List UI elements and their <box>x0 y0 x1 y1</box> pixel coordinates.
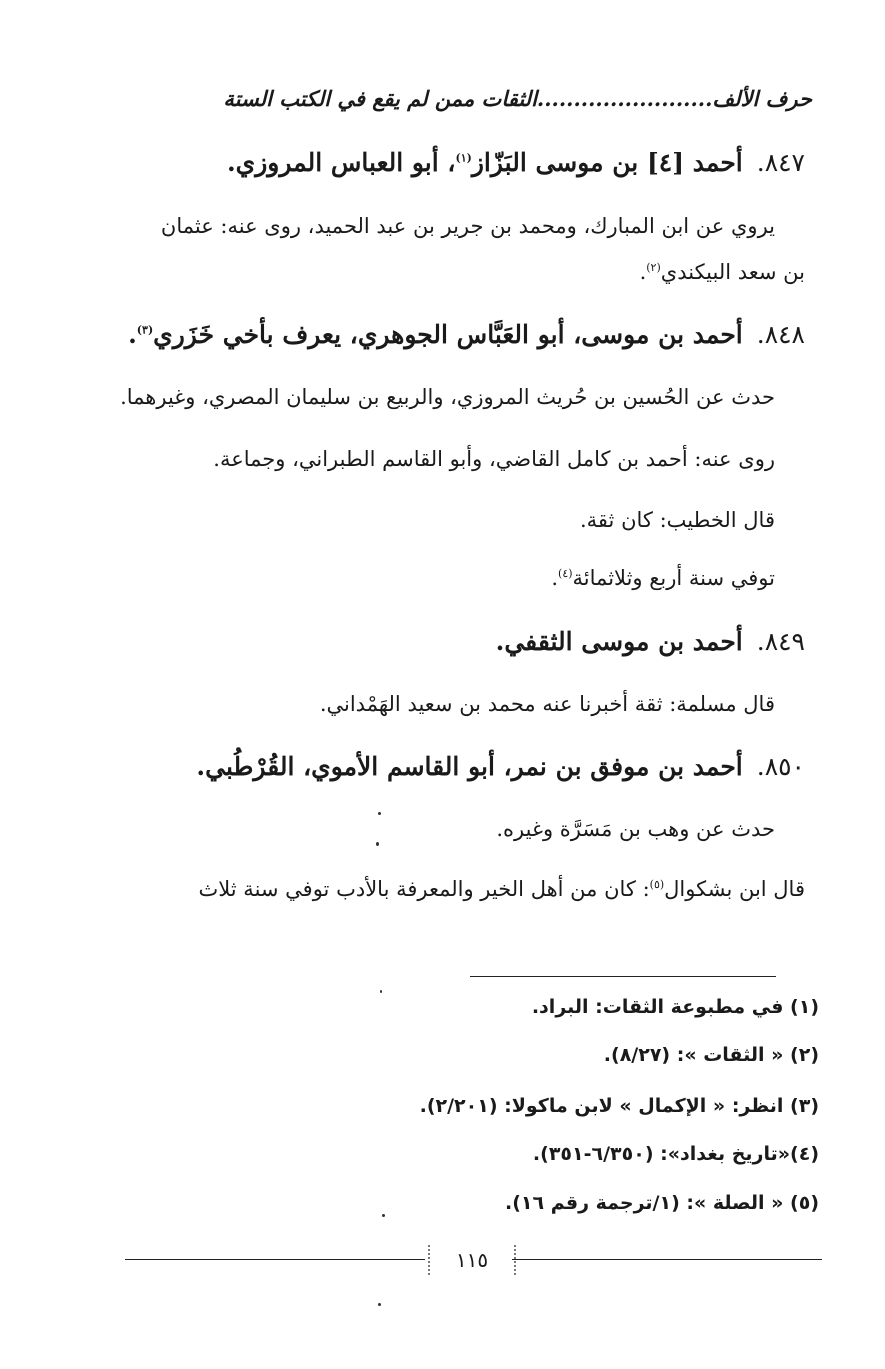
footnote-ref: (٥) <box>649 878 665 891</box>
entry-number: ٨٤٨. <box>756 320 805 349</box>
footnote-3: (٣) انظر: « الإكمال » لابن ماكولا: (٢/٢٠١). <box>419 1095 819 1117</box>
header-book-title: الثقات ممن لم يقع في الكتب الستة <box>223 86 537 111</box>
entry-heading-850 <box>196 752 805 781</box>
entry-heading-848 <box>128 320 805 349</box>
body-line: قال الخطيب: كان ثقة. <box>580 508 775 532</box>
header-chapter: حرف الألف <box>712 86 812 111</box>
bottom-rule <box>512 1259 822 1260</box>
running-header <box>140 86 812 126</box>
scan-speck <box>378 1303 381 1306</box>
scan-speck <box>378 812 381 815</box>
body-line: يروي عن ابن المبارك، ومحمد بن جرير بن عبد الحميد، روى عنه: عثمان <box>160 214 775 238</box>
body-line: قال مسلمة: ثقة أخبرنا عنه محمد بن سعيد الهَمْداني. <box>319 692 775 716</box>
body-text-span: توفي سنة أربع وثلاثمائة <box>572 566 775 590</box>
body-line: روى عنه: أحمد بن كامل القاضي، وأبو القاسم الطبراني، وجماعة. <box>213 447 775 471</box>
body-line: حدث عن وهب بن مَسَرَّة وغيره. <box>496 817 775 841</box>
entry-heading-text: أحمد [٤] بن موسى البَزّاز <box>471 148 743 177</box>
footnote-2: (٢) « الثقات »: (٨/٢٧). <box>603 1044 819 1066</box>
body-text-span: . <box>551 566 559 590</box>
body-text-span: . <box>639 260 647 284</box>
entry-heading-text: أحمد بن موسى، أبو العَبَّاس الجوهري، يعرف بأخي خَزَري <box>153 320 743 349</box>
footnote-ref: (٤) <box>558 567 573 580</box>
body-line <box>551 566 775 590</box>
body-text-span: قال ابن بشكوال <box>664 877 805 901</box>
footnote-ref: (١) <box>455 151 472 165</box>
scan-speck <box>382 1214 385 1217</box>
entry-heading-849 <box>496 627 805 656</box>
entry-heading-text: . <box>128 320 137 349</box>
footnote-ref: (٢) <box>646 261 661 274</box>
entry-heading-text: أحمد بن موسى الثقفي. <box>495 627 743 656</box>
body-text-span: بن سعد البيكندي <box>660 260 805 284</box>
bottom-rule <box>125 1259 425 1260</box>
page-number: ١١٥ <box>428 1245 516 1275</box>
body-line <box>198 877 805 901</box>
footnote-1: (١) في مطبوعة الثقات: البراد. <box>531 996 819 1018</box>
footnote-4: (٤)«تاريخ بغداد»: (٦/٣٥٠-٣٥١). <box>532 1143 819 1165</box>
header-dots: ........................ <box>536 86 713 111</box>
footnote-separator <box>470 976 776 977</box>
entry-number: ٨٤٩. <box>756 627 805 656</box>
body-line <box>640 260 805 284</box>
body-text-span: : كان من أهل الخير والمعرفة بالأدب توفي سنة ثلاث <box>198 877 650 901</box>
entry-heading-text: أحمد بن موفق بن نمر، أبو القاسم الأموي، القُرْطُبي. <box>196 752 743 781</box>
entry-number: ٨٤٧. <box>756 148 805 177</box>
scan-speck <box>376 842 379 846</box>
scan-speck <box>380 990 382 993</box>
body-line: حدث عن الحُسين بن حُريث المروزي، والربيع بن سليمان المصري، وغيرهما. <box>120 385 775 409</box>
entry-number: ٨٥٠. <box>756 752 805 781</box>
entry-heading-847 <box>227 148 805 177</box>
footnote-ref: (٣) <box>136 323 154 337</box>
footnote-5: (٥) « الصلة »: (١/ترجمة رقم ١٦). <box>505 1192 819 1214</box>
entry-heading-text: ، أبو العباس المروزي. <box>226 148 456 177</box>
